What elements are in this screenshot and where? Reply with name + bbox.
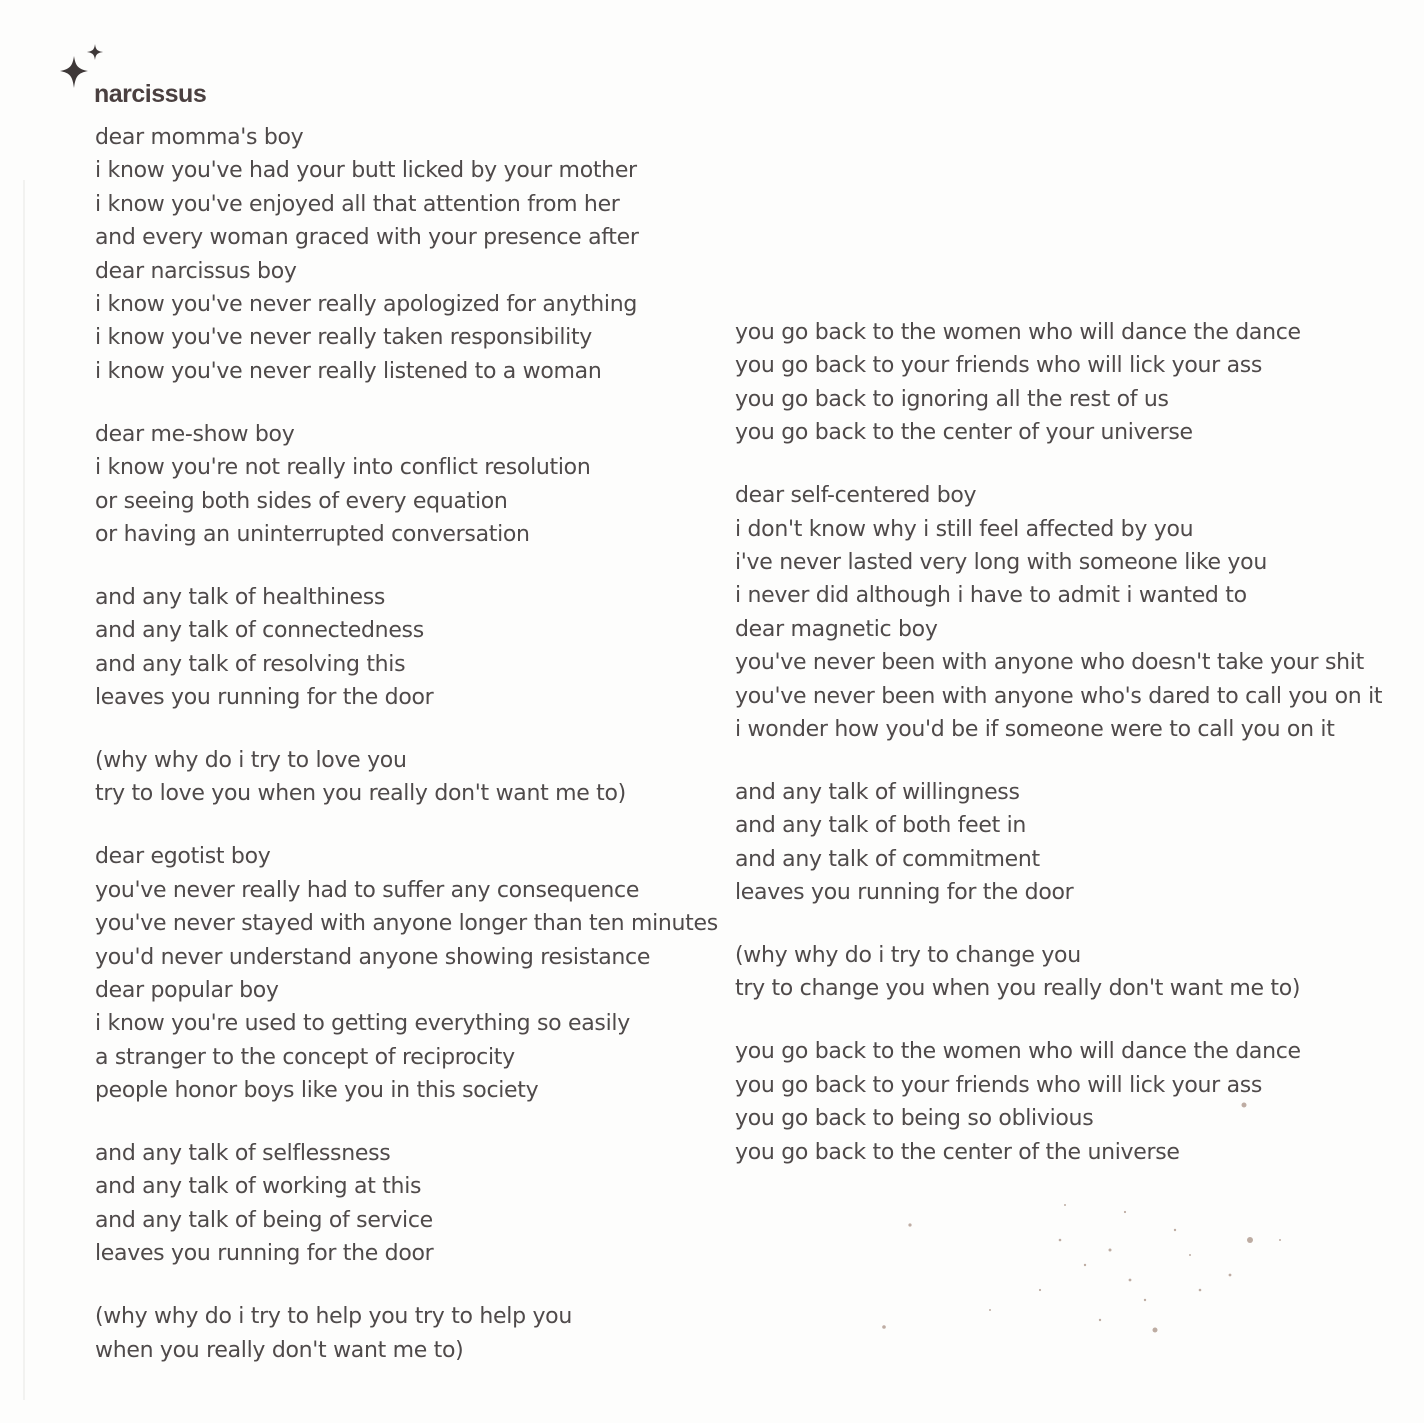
lyrics-right-column: [735, 316, 1382, 1169]
lyric-line: leaves you running for the door: [95, 1241, 434, 1267]
lyric-line: i don't know why i still feel affected by you: [735, 516, 1194, 542]
lyric-line: you've never been with anyone who doesn't take your shit: [735, 650, 1364, 676]
lyric-line: and any talk of connectedness: [95, 618, 424, 644]
lyric-line: dear me-show boy: [95, 421, 295, 447]
lyric-line: and any talk of willingness: [735, 779, 1020, 805]
lyric-line: and any talk of being of service: [95, 1207, 433, 1233]
lyric-line: you go back to the center of your universe: [735, 420, 1193, 446]
lyric-line: you go back to the women who will dance the dance: [735, 320, 1301, 345]
stanza: [735, 1035, 1382, 1169]
lyric-line: i know you've never really listened to a woman: [95, 358, 602, 384]
stanza: [95, 581, 718, 715]
lyric-line: i know you're not really into conflict resolution: [95, 455, 591, 481]
lyric-line: dear narcissus boy: [95, 258, 297, 284]
lyric-line: (why why do i try to help you try to help you: [95, 1304, 572, 1330]
stanza: [735, 939, 1382, 1006]
lyric-line: and every woman graced with your presence after: [95, 225, 639, 251]
lyric-line: i know you've never really apologized for anything: [95, 292, 638, 318]
lyric-line: you've never stayed with anyone longer than ten minutes: [95, 911, 718, 937]
lyric-line: you go back to your friends who will lick your ass: [735, 1072, 1263, 1098]
lyric-line: dear popular boy: [95, 977, 279, 1003]
lyric-line: and any talk of selflessness: [95, 1141, 391, 1167]
lyric-line: i wonder how you'd be if someone were to call you on it: [735, 716, 1335, 742]
lyric-line: a stranger to the concept of reciprocity: [95, 1044, 515, 1070]
lyric-line: dear egotist boy: [95, 844, 271, 870]
stanza: [735, 479, 1382, 746]
lyric-line: i know you're used to getting everything so easily: [95, 1011, 630, 1037]
lyric-line: leaves you running for the door: [735, 880, 1074, 906]
lyric-line: dear magnetic boy: [735, 616, 938, 642]
lyric-line: or having an uninterrupted conversation: [95, 521, 530, 547]
lyric-line: you go back to your friends who will lick your ass: [735, 353, 1263, 379]
stanza: [95, 1137, 718, 1271]
stanza: [735, 776, 1382, 910]
lyric-line: i know you've enjoyed all that attention from her: [95, 191, 620, 217]
lyric-line: and any talk of resolving this: [95, 651, 406, 677]
lyric-line: and any talk of working at this: [95, 1174, 422, 1200]
stanza: [95, 1300, 718, 1367]
lyric-line: you go back to ignoring all the rest of us: [735, 386, 1169, 412]
lyric-line: and any talk of commitment: [735, 846, 1040, 872]
lyric-line: try to change you when you really don't want me to): [735, 976, 1301, 1002]
lyric-line: i never did although i have to admit i wanted to: [735, 583, 1247, 609]
lyric-line: or seeing both sides of every equation: [95, 488, 508, 514]
lyric-line: you go back to the center of the universe: [735, 1139, 1180, 1165]
lyric-line: (why why do i try to change you: [735, 943, 1081, 968]
lyric-line: leaves you running for the door: [95, 685, 434, 711]
stanza: [95, 744, 718, 811]
lyric-line: and any talk of healthiness: [95, 584, 386, 610]
song-title: narcissus: [94, 80, 207, 108]
lyric-line: you'd never understand anyone showing resistance: [95, 944, 651, 970]
stanza: [735, 316, 1382, 450]
lyric-line: people honor boys like you in this society: [95, 1078, 539, 1104]
lyric-line: (why why do i try to love you: [95, 748, 407, 773]
lyric-line: i know you've had your butt licked by your mother: [95, 158, 637, 184]
lyric-line: you go back to the women who will dance the dance: [735, 1039, 1301, 1065]
lyric-line: i know you've never really taken responsibility: [95, 325, 593, 351]
lyric-line: you've never really had to suffer any consequence: [95, 877, 640, 903]
stanza: [95, 840, 718, 1107]
lyric-line: dear momma's boy: [95, 125, 304, 150]
lyric-line: when you really don't want me to): [95, 1337, 464, 1363]
lyric-line: try to love you when you really don't want me to): [95, 781, 626, 807]
lyric-line: dear self-centered boy: [735, 483, 977, 509]
lyrics-left-column: [95, 121, 718, 1367]
lyric-line: i've never lasted very long with someone like you: [735, 549, 1267, 575]
stanza: [95, 121, 718, 388]
lyric-line: you go back to being so oblivious: [735, 1106, 1094, 1132]
lyric-line: you've never been with anyone who's dared to call you on it: [735, 683, 1383, 709]
stanza: [95, 418, 718, 552]
lyric-line: and any talk of both feet in: [735, 813, 1027, 839]
